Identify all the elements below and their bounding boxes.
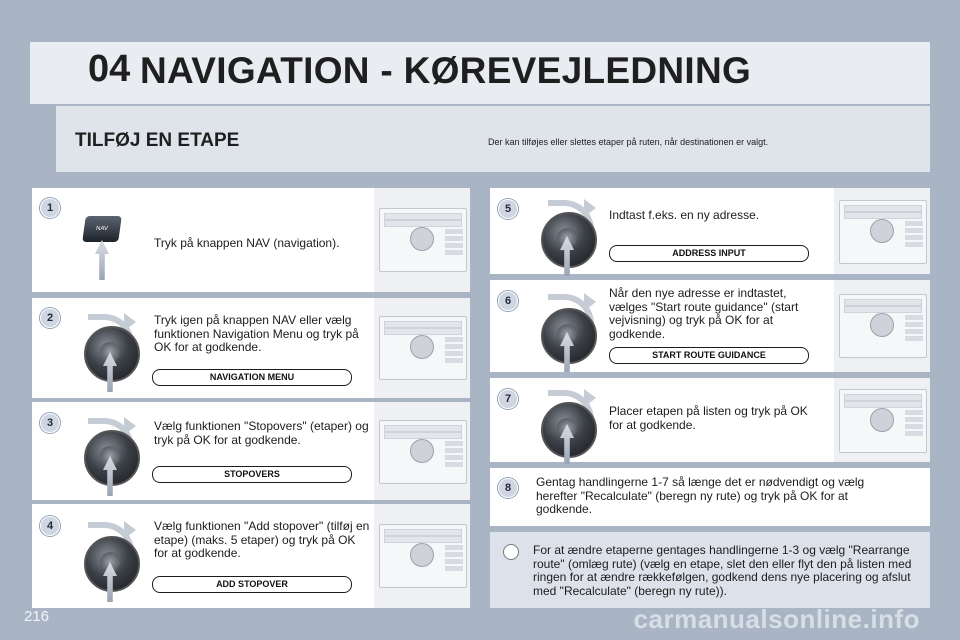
section-title: TILFØJ EN ETAPE xyxy=(75,130,240,151)
step-2-text: Tryk igen på knappen NAV eller vælg funktionen Navigation Menu og tryk på OK for at godkende. xyxy=(154,313,359,354)
step-7-text: Placer etapen på listen og tryk på OK for at godkende. xyxy=(609,404,808,432)
intro-text: Der kan tilføjes eller slettes etaper på ruten, når destinationen er valgt. xyxy=(488,137,769,147)
rotate-arrowhead-icon xyxy=(584,293,596,311)
rotate-arrowhead-icon xyxy=(124,313,136,331)
chapter-title: NAVIGATION - KØREVEJLEDNING xyxy=(140,50,752,91)
device-thumbnail xyxy=(374,504,470,608)
navigation-menu-label: NAVIGATION MENU xyxy=(152,369,352,386)
tip-text: For at ændre etaperne gentages handlingerne 1-3 og vælg "Rearrange route" (omlæg rute) (vælg en etape, slet den eller flyt den på listen med ringen for at ændre rækkefølgen, godkend dens nye placering og afslut med "Recalculate" (beregn ny rute)). xyxy=(533,543,912,598)
device-thumbnail xyxy=(374,188,470,292)
rotate-arrowhead-icon xyxy=(584,389,596,407)
step-8-text: Gentag handlingerne 1-7 så længe det er nødvendigt og vælg herefter "Recalculate" (beregn ny rute) og tryk på OK for at godkende. xyxy=(536,475,865,516)
step-8-badge: 8 xyxy=(498,478,518,498)
rotate-arrowhead-icon xyxy=(124,521,136,539)
step-7-badge: 7 xyxy=(498,389,518,409)
rotate-arrowhead-icon xyxy=(124,417,136,435)
step-6-badge: 6 xyxy=(498,291,518,311)
step-6-text: Når den nye adresse er indtastet, vælges "Start route guidance" (start vejvisning) og tryk på OK for at godkende. xyxy=(609,286,799,341)
step-3-text: Vælg funktionen "Stopovers" (etaper) og tryk på OK for at godkende. xyxy=(154,419,369,447)
device-thumbnail xyxy=(834,188,930,274)
watermark: carmanualsonline.info xyxy=(633,604,920,634)
rotate-arrowhead-icon xyxy=(584,199,596,217)
step-5-text: Indtast f.eks. en ny adresse. xyxy=(609,208,760,222)
add-stopover-label: ADD STOPOVER xyxy=(152,576,352,593)
lightbulb-icon xyxy=(503,544,519,560)
step-5-badge: 5 xyxy=(498,199,518,219)
step-4-text: Vælg funktionen "Add stopover" (tilføj en etape) (maks. 5 etaper) og tryk på OK for at godkende. xyxy=(154,519,370,560)
nav-button-icon: NAV xyxy=(82,216,122,242)
step-3-badge: 3 xyxy=(40,413,60,433)
step-4-badge: 4 xyxy=(40,516,60,536)
address-input-label: ADDRESS INPUT xyxy=(609,245,809,262)
step-2-badge: 2 xyxy=(40,308,60,328)
device-thumbnail xyxy=(374,402,470,500)
step-1-badge: 1 xyxy=(40,198,60,218)
device-thumbnail xyxy=(834,378,930,462)
chapter-number: 04 xyxy=(88,48,131,90)
device-thumbnail xyxy=(834,280,930,372)
page-number: 216 xyxy=(24,608,50,625)
step-1-text: Tryk på knappen NAV (navigation). xyxy=(154,236,340,250)
stopovers-label: STOPOVERS xyxy=(152,466,352,483)
device-thumbnail xyxy=(374,298,470,398)
start-route-guidance-label: START ROUTE GUIDANCE xyxy=(609,347,809,364)
